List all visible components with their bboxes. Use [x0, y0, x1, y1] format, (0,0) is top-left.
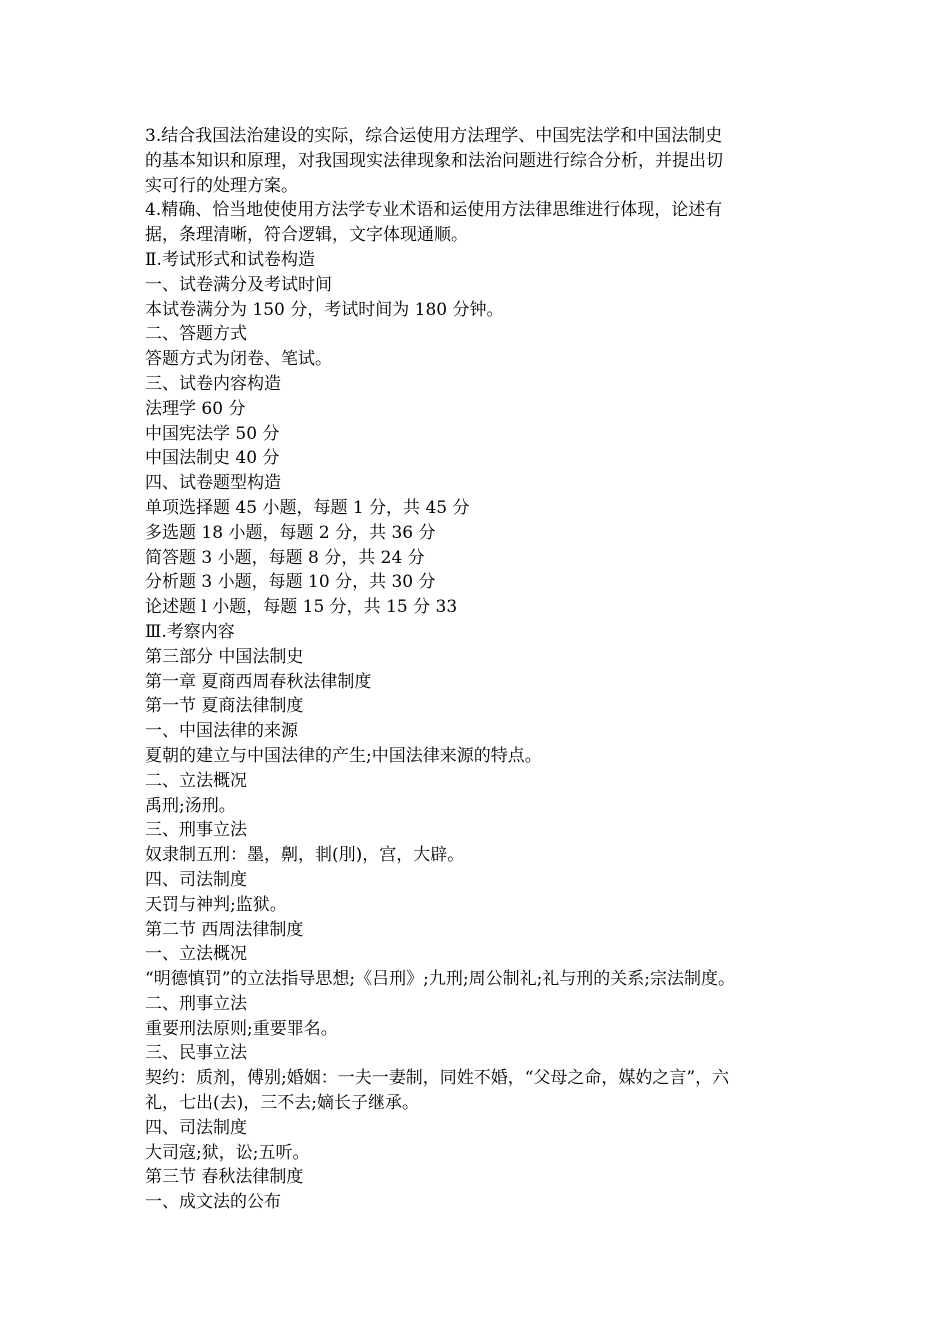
text-line: 单项选择题 45 小题，每题 1 分，共 45 分	[145, 497, 470, 518]
subsection-heading: 二、答题方式	[145, 324, 247, 345]
text-line: 简答题 3 小题，每题 8 分，共 24 分	[145, 547, 425, 568]
subsection-heading: 二、立法概况	[145, 770, 247, 791]
subsection-heading: 一、试卷满分及考试时间	[145, 274, 332, 295]
subsection-heading: 三、刑事立法	[145, 820, 247, 841]
text-line: 奴隶制五刑：墨，劓，剕(刖)，宫，大辟。	[145, 845, 465, 866]
text-line: 多选题 18 小题，每题 2 分，共 36 分	[145, 522, 436, 543]
text-line: 法理学 60 分	[145, 398, 246, 419]
text-line: “明德慎罚”的立法指导思想;《吕刑》;九刑;周公制礼;礼与刑的关系;宗法制度。	[145, 969, 736, 990]
text-line: 4.精确、恰当地使使用方法学专业术语和运使用方法律思维进行体现，论述有	[145, 200, 723, 221]
text-line: 天罚与神判;监狱。	[145, 894, 287, 915]
text-line: 中国宪法学 50 分	[145, 423, 280, 444]
text-line: 答题方式为闭卷、笔试。	[145, 349, 332, 370]
text-line: 重要刑法原则;重要罪名。	[145, 1018, 338, 1039]
text-line: 礼，七出(去)，三不去;嫡长子继承。	[145, 1093, 419, 1114]
text-line: 分析题 3 小题，每题 10 分，共 30 分	[145, 572, 436, 593]
document-body	[145, 124, 805, 1215]
text-line: 大司寇;狱，讼;五听。	[145, 1142, 310, 1163]
subsection-heading: 四、司法制度	[145, 1117, 247, 1138]
section-heading: 第二节 西周法律制度	[145, 919, 304, 940]
text-line: 禹刑;汤刑。	[145, 795, 236, 816]
subsection-heading: 三、试卷内容构造	[145, 373, 281, 394]
subsection-heading: 二、刑事立法	[145, 993, 247, 1014]
chapter-heading: 第一章 夏商西周春秋法律制度	[145, 671, 372, 692]
section-heading: Ⅱ.考试形式和试卷构造	[145, 249, 315, 270]
part-heading: 第三部分 中国法制史	[145, 646, 304, 667]
section-heading: 第三节 春秋法律制度	[145, 1167, 304, 1188]
section-heading: Ⅲ.考察内容	[145, 621, 235, 642]
subsection-heading: 三、民事立法	[145, 1043, 247, 1064]
text-line: 实可行的处理方案。	[145, 175, 298, 196]
subsection-heading: 四、试卷题型构造	[145, 473, 281, 494]
subsection-heading: 一、立法概况	[145, 944, 247, 965]
subsection-heading: 四、司法制度	[145, 869, 247, 890]
text-line: 契约：质剂，傅别;婚姻：一夫一妻制，同姓不婚，“父母之命，媒妁之言”，六	[145, 1068, 730, 1089]
text-line: 的基本知识和原理，对我国现实法律现象和法治问题进行综合分析，并提出切	[145, 150, 723, 171]
section-heading: 第一节 夏商法律制度	[145, 696, 304, 717]
text-line: 论述题 l 小题，每题 15 分，共 15 分 33	[145, 597, 458, 618]
text-line: 本试卷满分为 150 分，考试时间为 180 分钟。	[145, 299, 504, 320]
subsection-heading: 一、中国法律的来源	[145, 721, 298, 742]
text-line: 夏朝的建立与中国法律的产生;中国法律来源的特点。	[145, 745, 542, 766]
text-line: 3.结合我国法治建设的实际，综合运使用方法理学、中国宪法学和中国法制史	[145, 126, 723, 146]
subsection-heading: 一、成文法的公布	[145, 1192, 281, 1213]
text-line: 据，条理清晰，符合逻辑，文字体现通顺。	[145, 225, 468, 246]
text-line: 中国法制史 40 分	[145, 448, 280, 469]
